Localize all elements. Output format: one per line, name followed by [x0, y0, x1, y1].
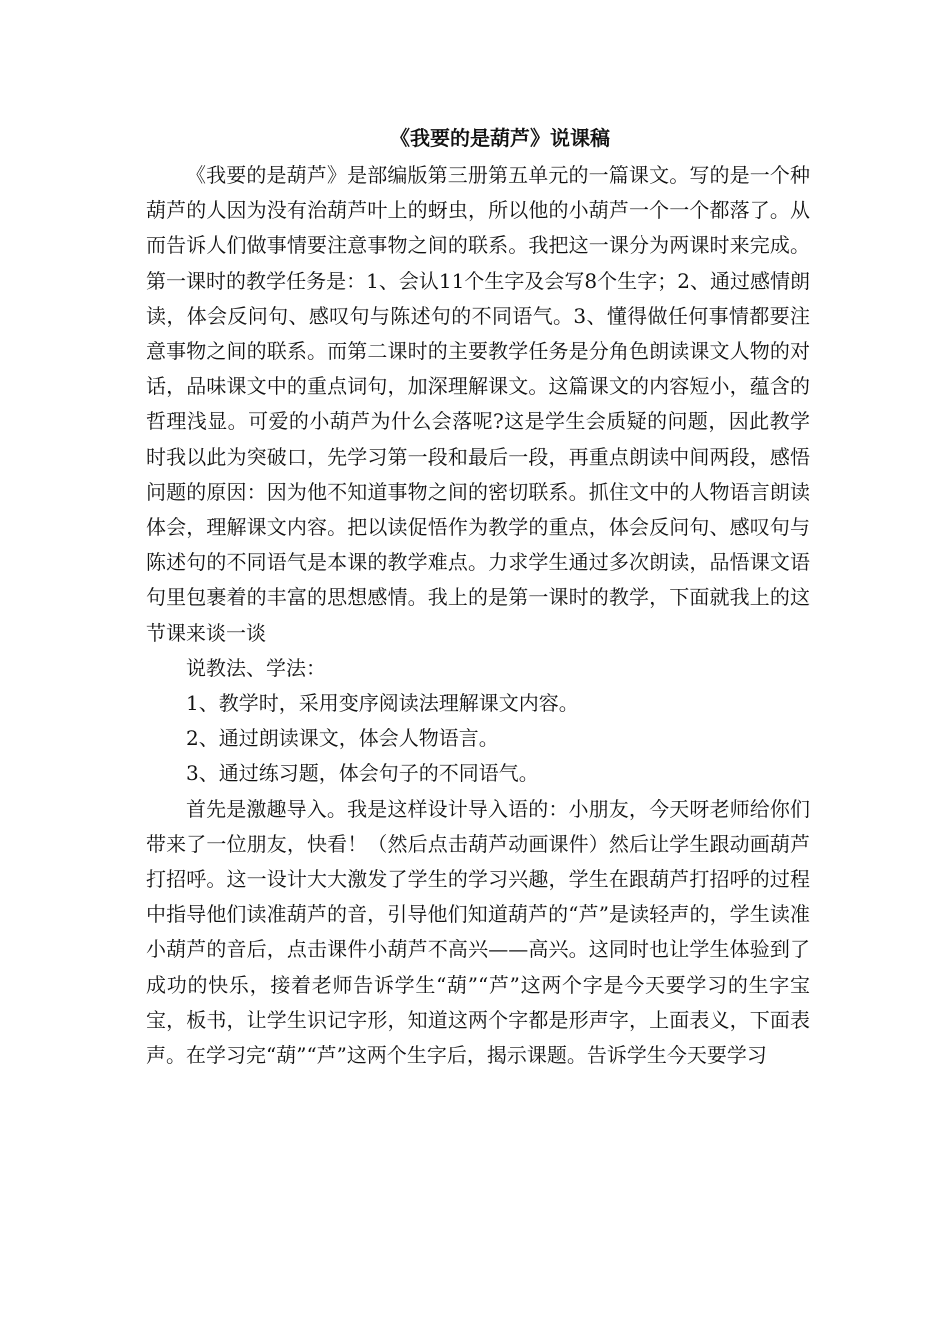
- method-item-3: 3、通过练习题，体会句子的不同语气。: [186, 761, 539, 786]
- lead-in-paragraph: 首先是激趣导入。我是这样设计导入语的：小朋友，今天呀老师给你们带来了一位朋友，快看！（然后点击葫芦动画课件）然后让学生跟动画葫芦打招呼。这一设计大大激发了学生的学习兴趣，学生在跟葫芦打招呼的过程中指导他们读准葫芦的音，引导他们知道葫芦的“芦”是读轻声的，学生读准小葫芦的音后，点击课件小葫芦不高兴——高兴。这同时也让学生体验到了成功的快乐，接着老师告诉学生“葫”“芦”这两个字是今天要学习的生字宝宝，板书，让学生识记字形，知道这两个字都是形声字，上面表义，下面表声。在学习完“葫”“芦”这两个生字后，揭示课题。告诉学生今天要学习: [146, 796, 810, 1068]
- document-title: 《我要的是葫芦》说课稿: [390, 126, 610, 150]
- method-item-2: 2、通过朗读课文，体会人物语言。: [186, 726, 499, 751]
- method-item-1: 1、教学时，采用变序阅读法理解课文内容。: [186, 691, 579, 716]
- intro-paragraph: 《我要的是葫芦》是部编版第三册第五单元的一篇课文。写的是一个种葫芦的人因为没有治葫芦叶上的蚜虫，所以他的小葫芦一个一个都落了。从而告诉人们做事情要注意事物之间的联系。我把这一课分为两课时来完成。第一课时的教学任务是：1、会认11个生字及会写8个生字；2、通过感情朗读，体会反问句、感叹句与陈述句的不同语气。3、懂得做任何事情都要注意事物之间的联系。而第二课时的主要教学任务是分角色朗读课文人物的对话，品味课文中的重点词句，加深理解课文。这篇课文的内容短小，蕴含的哲理浅显。可爱的小葫芦为什么会落呢?这是学生会质疑的问题，因此教学时我以此为突破口，先学习第一段和最后一段，再重点朗读中间两段，感悟问题的原因：因为他不知道事物之间的密切联系。抓住文中的人物语言朗读体会，理解课文内容。把以读促悟作为教学的重点，体会反问句、感叹句与陈述句的不同语气是本课的教学难点。力求学生通过多次朗读，品悟课文语句里包裹着的丰富的思想感情。我上的是第一课时的教学，下面就我上的这节课来谈一谈: [146, 163, 810, 645]
- methods-heading: 说教法、学法：: [186, 655, 326, 680]
- document-body: [146, 118, 810, 1073]
